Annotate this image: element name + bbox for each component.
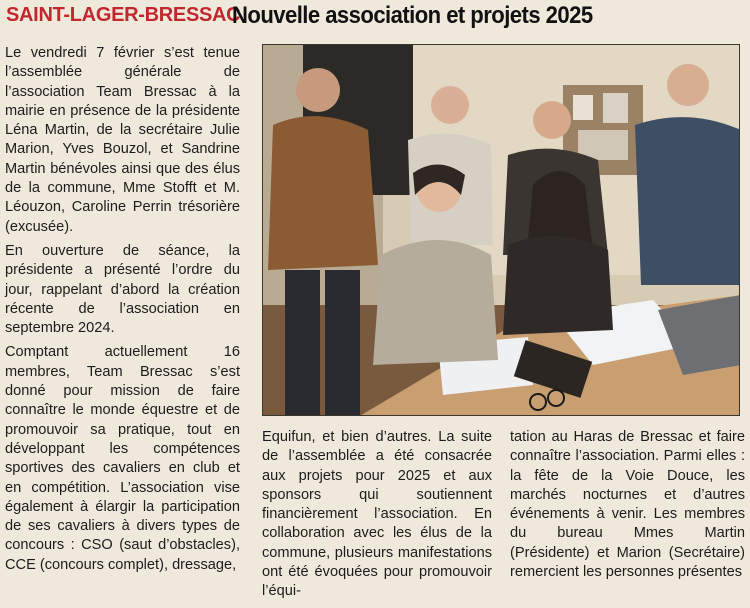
paragraph: tation au Haras de Bressac et faire connaître l’association. Parmi elles : la fête de la Voie Douce, les marchés nocturnes et d’autres événements à venir. Les membres du bureau Mmes Martin (Présidente) et Marion (Secrétaire) remercient les personnes présentes <box>510 429 745 581</box>
locality-kicker: SAINT-LAGER-BRESSAC <box>6 4 241 26</box>
paragraph: Le vendredi 7 février s’est tenue l’assemblée générale de l’association Team Bressac à la mairie en présence de la présidente Léna Martin, de la secrétaire Julie Marion, Yves Bouzol, et Sandrine Martin bénévoles ainsi que des élus de la commune, Mme Stofft et M. Léouzon, Caroline Perrin trésorière (excusée). <box>5 45 240 235</box>
paragraph: Equifun, et bien d’autres. La suite de l’assemblée a été consacrée aux projets pour 2025 et aux sponsors qui soutiennent financièrement l’association. En collaboration avec les élus de la commune, plusieurs manifestations ont été évoquées pour promouvoir l’équi- <box>262 429 492 600</box>
paragraph: En ouverture de séance, la présidente a présenté l’ordre du jour, rappelant d’abord la création récente de l’association en septembre 2024. <box>5 242 240 337</box>
paragraph: Comptant actuellement 16 membres, Team Bressac s’est donné pour mission de faire connaître le monde équestre et de promouvoir sa pratique, tout en développant les compétences sportives des cavaliers en club et en compétition. L’association vise également à élargir la participation de ses cavaliers à divers types de concours : CSO (saut d’obstacles), CCE (concours complet), dressage, <box>5 344 240 573</box>
article-column-2 <box>262 428 492 602</box>
article-column-3 <box>510 428 745 582</box>
group-photo-illustration <box>263 45 740 416</box>
article-column-1 <box>5 44 240 580</box>
article-headline: Nouvelle association et projets 2025 <box>232 2 593 29</box>
article-photo <box>262 44 740 416</box>
